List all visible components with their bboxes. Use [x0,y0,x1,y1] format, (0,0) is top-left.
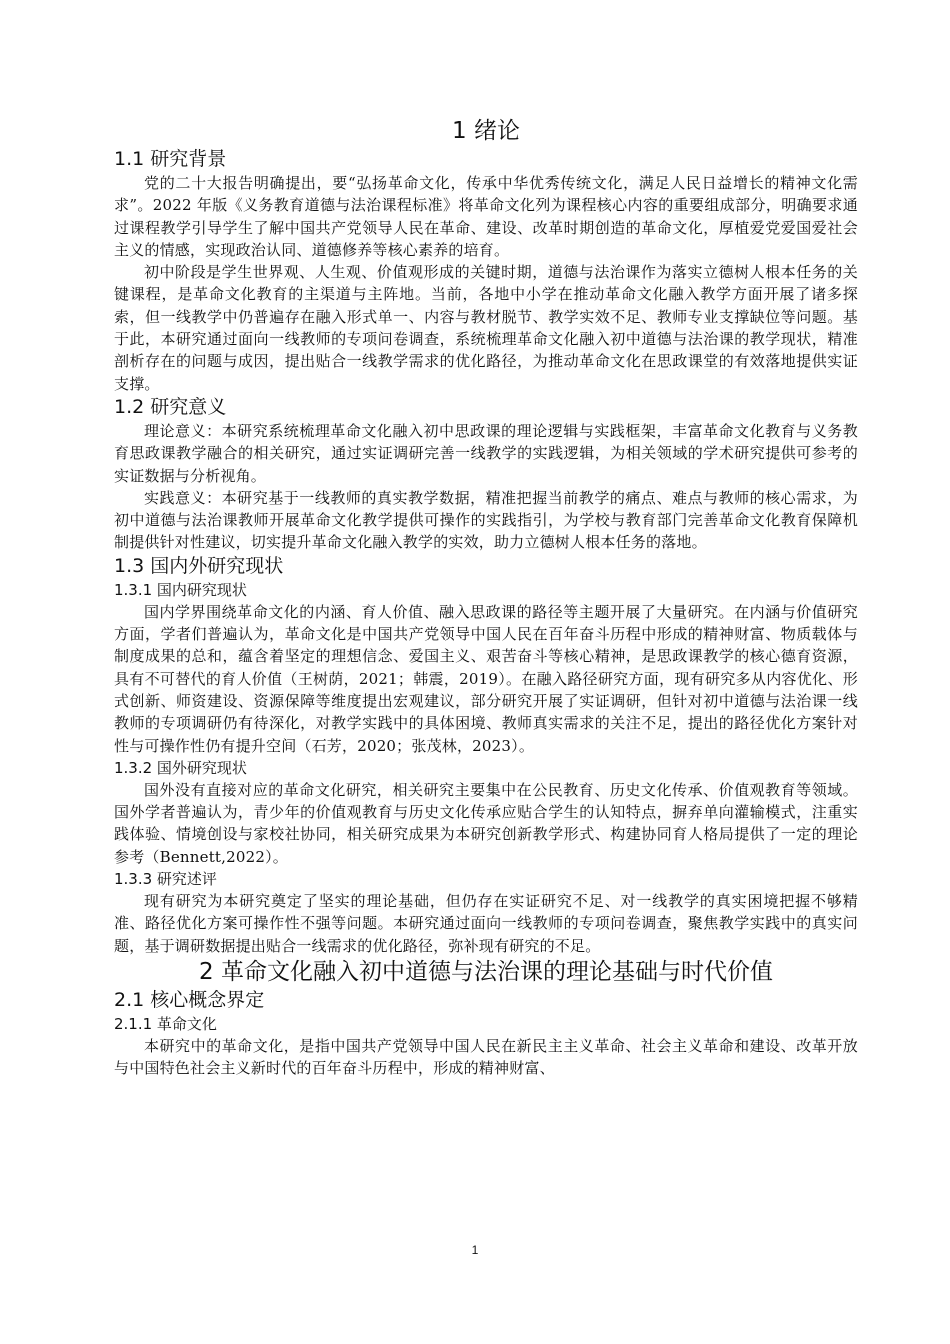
section-1-3-2-heading: 1.3.2 国外研究现状 [114,758,247,777]
paragraph-2-1-1: 本研究中的革命文化，是指中国共产党领导中国人民在新民主主义革命、社会主义革命和建设、改革开放与中国特色社会主义新时代的百年奋斗历程中，形成的精神财富、 [114,1036,858,1078]
section-1-3-3-heading: 1.3.3 研究述评 [114,870,217,889]
section-2-1-heading: 2.1 核心概念界定 [114,988,265,1011]
section-1-1-heading: 1.1 研究背景 [114,148,227,170]
paragraph-1-1-b: 初中阶段是学生世界观、人生观、价值观形成的关键时期，道德与法治课作为落实立德树人根本任务的关键课程，是革命文化教育的主渠道与主阵地。当前，各地中小学在推动革命文化融入教学方面开展了诸多探索，但一线教学中仍普遍存在融入形式单一、内容与教材脱节、教学实效不足、教师专业支撑缺位等问题。基于此，本研究通过面向一线教师的专项问卷调查，系统梳理革命文化融入初中道德与法治课的教学现状，精准剖析存在的问题与成因，提出贴合一线教学需求的优化路径，为推动革命文化在思政课堂的有效落地提供实证支撑。 [114,263,858,393]
paragraph-1-1-a: 党的二十大报告明确提出，要“弘扬革命文化，传承中华优秀传统文化，满足人民日益增长的精神文化需求”。2022 年版《义务教育道德与法治课程标准》将革命文化列为课程核心内容的重要组成部分，明确要求通过课程教学引导学生了解中国共产党领导人民在革命、建设、改革时期创造的革命文化，厚植爱党爱国爱社会主义的情感，实现政治认同、道德修养等核心素养的培育。 [114,174,858,259]
document-body [114,116,858,1080]
paragraph-1-2-b: 实践意义：本研究基于一线教师的真实教学数据，精准把握当前教学的痛点、难点与教师的核心需求，为初中道德与法治课教师开展革命文化教学提供可操作的实践指引，为学校与教育部门完善革命文化教育保障机制提供针对性建议，切实提升革命文化融入教学的实效，助力立德树人根本任务的落地。 [114,488,858,552]
paragraph-1-3-2: 国外没有直接对应的革命文化研究，相关研究主要集中在公民教育、历史文化传承、价值观教育等领域。国外学者普遍认为，青少年的价值观教育与历史文化传承应贴合学生的认知特点，摒弃单向灌输模式，注重实践体验、情境创设与家校社协同，相关研究成果为本研究创新教学形式、构建协同育人格局提供了一定的理论参考（Bennett,2022）。 [114,780,858,866]
chapter-1-heading: 1 绪论 [452,118,520,144]
paragraph-1-3-3: 现有研究为本研究奠定了坚实的理论基础，但仍存在实证研究不足、对一线教学的真实困境把握不够精准、路径优化方案可操作性不强等问题。本研究通过面向一线教师的专项问卷调查，聚焦教学实践中的真实问题，基于调研数据提出贴合一线需求的优化路径，弥补现有研究的不足。 [114,892,858,955]
section-2-1-1-heading: 2.1.1 革命文化 [114,1014,217,1033]
paragraph-1-3-1: 国内学界围绕革命文化的内涵、育人价值、融入思政课的路径等主题开展了大量研究。在内涵与价值研究方面，学者们普遍认为，革命文化是中国共产党领导中国人民在百年奋斗历程中形成的精神财富、物质载体与制度成果的总和，蕴含着坚定的理想信念、爱国主义、艰苦奋斗等核心精神，是思政课教学的核心德育资源，具有不可替代的育人价值（王树荫，2021；韩震，2019）。在融入路径研究方面，现有研究多从内容优化、形式创新、师资建设、资源保障等维度提出宏观建议，部分研究开展了实证调研，但针对初中道德与法治课一线教师的专项调研仍有待深化，对教学实践中的具体困境、教师真实需求的关注不足，提出的路径优化方案针对性与可操作性仍有提升空间（石芳，2020；张茂林，2023）。 [114,602,858,755]
chapter-2-heading: 2 革命文化融入初中道德与法治课的理论基础与时代价值 [199,958,773,985]
section-1-2-heading: 1.2 研究意义 [114,395,227,418]
section-1-3-1-heading: 1.3.1 国内研究现状 [114,580,247,599]
page-number: 1 [471,1243,479,1257]
section-1-3-heading: 1.3 国内外研究现状 [114,554,284,577]
paragraph-1-2-a: 理论意义：本研究系统梳理革命文化融入初中思政课的理论逻辑与实践框架，丰富革命文化教育与义务教育思政课教学融合的相关研究，通过实证调研完善一线教学的实践逻辑，为相关领域的学术研究提供可参考的实证数据与分析视角。 [114,421,858,485]
